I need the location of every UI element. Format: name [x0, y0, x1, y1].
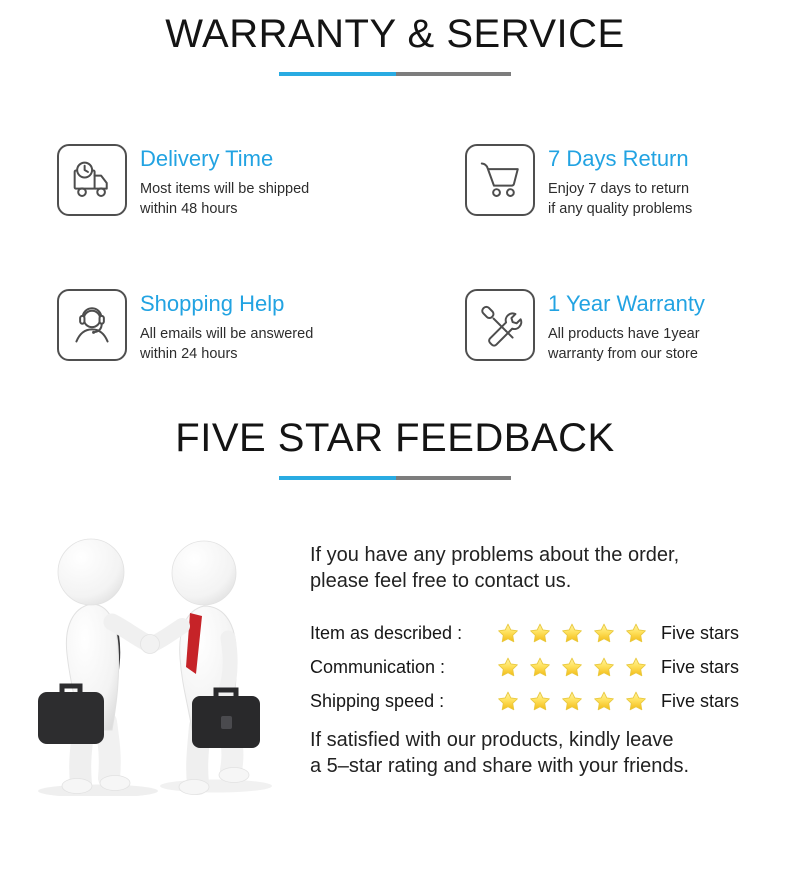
- feature-7-days-return: [465, 144, 790, 219]
- feature-text: [548, 289, 705, 364]
- rating-row-shipping-speed: [310, 684, 780, 718]
- desc-line: Most items will be shipped: [140, 181, 310, 197]
- feature-title: 7 Days Return: [548, 146, 689, 171]
- star-icon: [593, 656, 615, 679]
- tools-icon: [465, 289, 535, 361]
- star-icon: [529, 690, 551, 713]
- rating-value: Five stars: [661, 690, 740, 711]
- desc-line: within 48 hours: [140, 201, 238, 217]
- divider-gray-segment: [396, 72, 511, 76]
- title-divider: [279, 72, 511, 76]
- divider-blue-segment: [279, 476, 396, 480]
- feedback-intro: [310, 543, 780, 594]
- truck-clock-icon: [57, 144, 127, 216]
- feature-text: [140, 289, 313, 364]
- star-icon: [529, 656, 551, 679]
- feedback-outro: [310, 728, 780, 779]
- star-icon: [497, 622, 519, 645]
- title-divider: [279, 476, 511, 480]
- feature-title: 1 Year Warranty: [548, 291, 705, 316]
- star-icon: [625, 656, 647, 679]
- divider-blue-segment: [279, 72, 396, 76]
- feature-text: [548, 144, 692, 219]
- feature-description: [140, 324, 313, 364]
- desc-line: within 24 hours: [140, 346, 238, 362]
- warranty-section-title: WARRANTY & SERVICE: [165, 12, 625, 56]
- star-icon: [625, 622, 647, 645]
- star-icon: [497, 690, 519, 713]
- feedback-section-title: FIVE STAR FEEDBACK: [175, 416, 615, 460]
- intro-line: If you have any problems about the order,: [310, 544, 680, 566]
- warranty-service-section: [0, 0, 790, 364]
- feature-text: [140, 144, 309, 219]
- star-icon: [529, 622, 551, 645]
- rating-rows: [310, 616, 780, 718]
- desc-line: All products have 1year: [548, 326, 700, 342]
- rating-row-communication: [310, 650, 780, 684]
- rating-row-item-as-described: [310, 616, 780, 650]
- feature-grid: [0, 144, 790, 364]
- outro-line: If satisfied with our products, kindly leave: [310, 729, 674, 752]
- feature-1-year-warranty: [465, 289, 790, 364]
- five-star-feedback-section: [0, 416, 790, 796]
- feature-title: Shopping Help: [140, 291, 285, 316]
- handshake-figures-image: [20, 496, 310, 796]
- feature-description: [548, 324, 705, 364]
- desc-line: if any quality problems: [548, 201, 693, 217]
- rating-label: Communication :: [310, 656, 446, 677]
- five-star-icons: [497, 690, 647, 713]
- star-icon: [593, 690, 615, 713]
- rating-value: Five stars: [661, 656, 740, 677]
- shopping-cart-icon: [465, 144, 535, 216]
- feature-shopping-help: [57, 289, 465, 364]
- five-star-icons: [497, 622, 647, 645]
- star-icon: [593, 622, 615, 645]
- headset-support-icon: [57, 289, 127, 361]
- rating-value: Five stars: [661, 622, 740, 643]
- star-icon: [625, 690, 647, 713]
- feature-title: Delivery Time: [140, 146, 274, 171]
- feature-description: [548, 179, 692, 219]
- feedback-text-block: [310, 496, 780, 796]
- desc-line: warranty from our store: [548, 346, 698, 362]
- divider-gray-segment: [396, 476, 511, 480]
- desc-line: All emails will be answered: [140, 326, 314, 342]
- star-icon: [497, 656, 519, 679]
- star-icon: [561, 656, 583, 679]
- feedback-content: [0, 496, 790, 796]
- star-icon: [561, 690, 583, 713]
- feature-delivery-time: [57, 144, 465, 219]
- rating-label: Item as described :: [310, 622, 463, 643]
- feature-description: [140, 179, 309, 219]
- outro-line: a 5–star rating and share with your friends.: [310, 754, 690, 777]
- star-icon: [561, 622, 583, 645]
- desc-line: Enjoy 7 days to return: [548, 181, 690, 197]
- five-star-icons: [497, 656, 647, 679]
- intro-line: please feel free to contact us.: [310, 569, 572, 592]
- rating-label: Shipping speed :: [310, 690, 445, 711]
